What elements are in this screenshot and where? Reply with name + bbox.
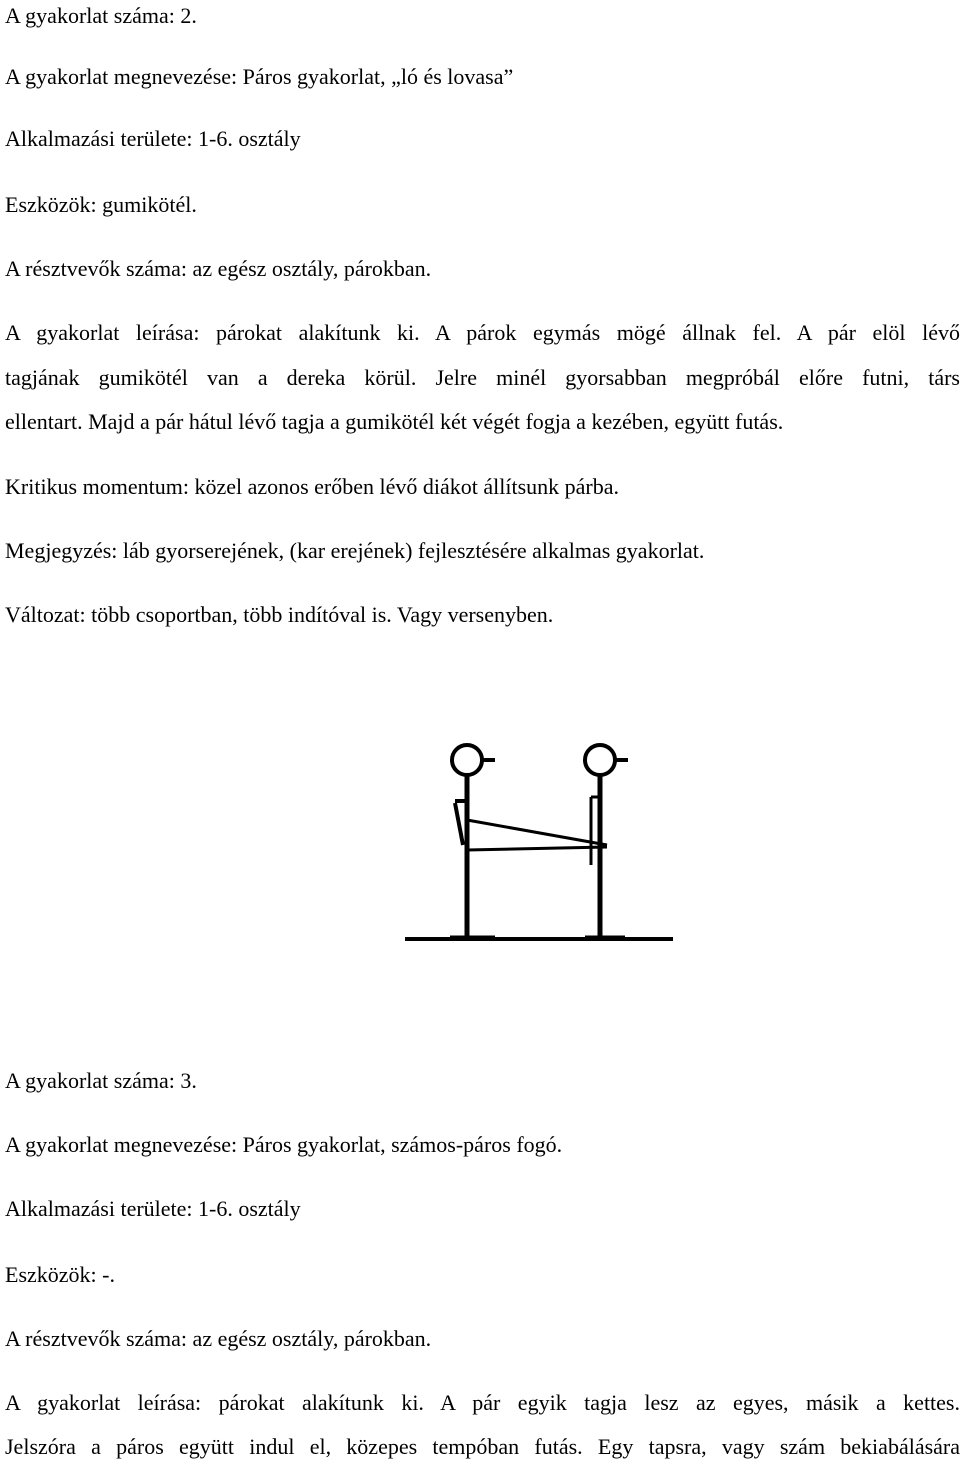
exercise-scope: Alkalmazási területe: 1-6. osztály [5, 126, 301, 151]
exercise-description-line-3: ellentart. Majd a pár hátul lévő tagja a gumikötél két végét fogja a kezében, együtt futás. [5, 409, 784, 434]
exercise-participants: A résztvevők száma: az egész osztály, párokban. [5, 1326, 432, 1351]
right-figure-head [585, 745, 615, 775]
exercise-description-line-2: tagjának gumikötél van a dereka körül. Jelre minél gyorsabban megpróbál előre futni, társ [5, 365, 960, 390]
exercise-note: Megjegyzés: láb gyorserejének, (kar erejének) fejlesztésére alkalmas gyakorlat. [5, 538, 705, 563]
rope-upper [467, 820, 607, 845]
exercise-description-line-2: Jelszóra a páros együtt indul el, közepes tempóban futás. Egy tapsra, vagy szám bekiabálására [5, 1434, 960, 1459]
exercise-participants: A résztvevők száma: az egész osztály, párokban. [5, 256, 432, 281]
exercise-number: A gyakorlat száma: 3. [5, 1068, 197, 1093]
left-figure-arm [455, 803, 463, 845]
exercise-tools: Eszközök: gumikötél. [5, 192, 197, 217]
exercise-description-line-1: A gyakorlat leírása: párokat alakítunk ki. A pár egyik tagja lesz az egyes, másik a kettes. [5, 1390, 960, 1415]
exercise-name: A gyakorlat megnevezése: Páros gyakorlat, számos-páros fogó. [5, 1132, 563, 1157]
horse-and-rider-figure [395, 725, 685, 950]
exercise-tools: Eszközök: -. [5, 1262, 115, 1287]
exercise-scope: Alkalmazási területe: 1-6. osztály [5, 1196, 301, 1221]
left-figure-head [452, 745, 482, 775]
exercise-variant: Változat: több csoportban, több indítóval is. Vagy versenyben. [5, 602, 554, 627]
exercise-description-line-1: A gyakorlat leírása: párokat alakítunk ki. A párok egymás mögé állnak fel. A pár elöl lévő [5, 320, 960, 345]
exercise-name: A gyakorlat megnevezése: Páros gyakorlat, „ló és lovasa” [5, 64, 514, 89]
rope-lower [467, 847, 607, 850]
exercise-critical-moment: Kritikus momentum: közel azonos erőben lévő diákot állítsunk párba. [5, 474, 620, 499]
exercise-number: A gyakorlat száma: 2. [5, 3, 197, 28]
